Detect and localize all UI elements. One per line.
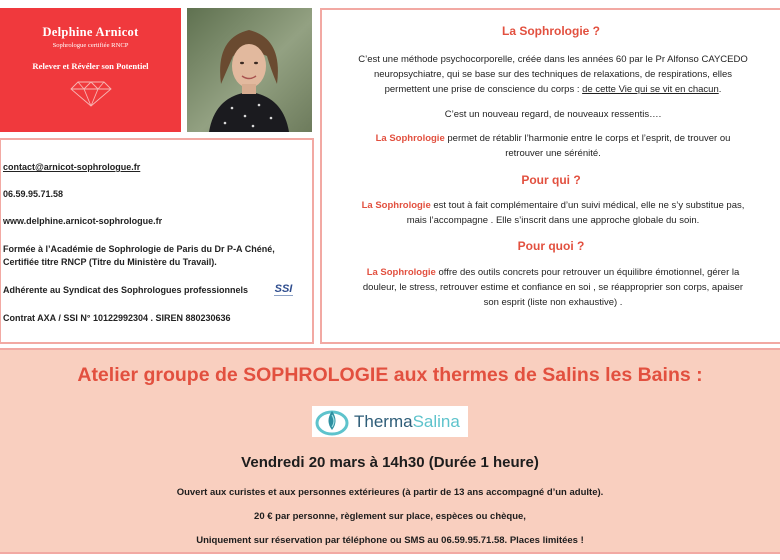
intro-line-3-underlined: de cette Vie qui se vit en chacun <box>582 84 719 95</box>
diamond-icon <box>70 81 112 107</box>
intro-line-3-end: . <box>718 84 722 95</box>
event-title: Atelier groupe de SOPHROLOGIE aux thermes de Salins les Bains : <box>77 364 703 386</box>
heading-what-is: La Sophrologie ? <box>502 24 600 38</box>
why-line-2: douleur, le stress, retrouver estime et confiance en soi , se réapproprier son corps, apaiser <box>362 282 744 293</box>
why-line-1: offre des outils concrets pour retrouver un équilibre émotionnel, gérer la <box>435 267 740 278</box>
harmony-line-2: retrouver une sérénité. <box>505 148 601 159</box>
intro-line-1: C’est une méthode psychocorporelle, créée dans les années 60 par le Pr Alfonso CAYCEDO <box>358 54 748 65</box>
heading-why: Pour quoi ? <box>517 239 585 253</box>
event-audience: Ouvert aux curistes et aux personnes extérieures (à partir de 13 ans accompagné d’un adulte). <box>176 487 604 498</box>
event-booking: Uniquement sur réservation par téléphone ou SMS au 06.59.95.71.58. Places limitées ! <box>196 535 584 546</box>
practitioner-subtitle: Sophrologue certifiée RNCP <box>52 42 129 49</box>
logo-word-salina: Salina <box>412 412 460 431</box>
portrait-photo <box>187 8 312 132</box>
brand-mention: La Sophrologie <box>366 267 436 278</box>
business-card <box>0 8 181 132</box>
phone-number: 06.59.95.71.58 <box>3 189 64 199</box>
event-banner <box>0 348 780 554</box>
for-whom-line-1: est tout à fait complémentaire d’un suivi médical, elle ne s’y substitue pas, <box>430 200 745 211</box>
thermasalina-logo <box>312 406 468 437</box>
ssi-logo <box>271 280 296 299</box>
for-whom-line-2: mais l’accompagne . Elle s’inscrit dans une approche globale du soin. <box>406 215 700 226</box>
contact-info-box <box>0 138 314 344</box>
email-link[interactable]: contact@arnicot-sophrologue.fr <box>3 162 141 172</box>
heading-for-whom: Pour qui ? <box>521 173 581 187</box>
why-paragraph <box>336 265 770 310</box>
harmony-line-1: permet de rétablir l’harmonie entre le corps et l’esprit, de trouver ou <box>444 133 731 144</box>
intro-paragraph <box>336 52 770 97</box>
harmony-paragraph <box>336 131 770 161</box>
logo-word-therma: Therma <box>354 412 413 431</box>
intro-line-2: neuropsychiatre, qui se base sur des techniques de relaxations, de respirations, elles <box>373 69 733 80</box>
intro-line-3 <box>336 82 770 97</box>
website-link[interactable]: www.delphine.arnicot-sophrologue.fr <box>3 216 163 226</box>
for-whom-paragraph <box>336 198 770 228</box>
training-line-1: Formée à l’Académie de Sophrologie de Paris du Dr P-A Chéné, <box>3 244 275 254</box>
practitioner-tagline: Relever et Révéler son Potentiel <box>32 61 149 71</box>
practitioner-name: Delphine Arnicot <box>42 25 139 39</box>
event-price: 20 € par personne, règlement sur place, espèces ou chèque, <box>254 511 526 522</box>
thermasalina-wordmark <box>354 412 460 432</box>
intro-line-3-a: permettent une prise de conscience du corps : <box>384 84 583 95</box>
event-date: Vendredi 20 mars à 14h30 (Durée 1 heure) <box>241 454 539 471</box>
union-membership: Adhérente au Syndicat des Sophrologues professionnels <box>3 285 249 295</box>
water-drop-icon <box>314 406 350 437</box>
training-line-2: Certifiée titre RNCP (Titre du Ministère du Travail). <box>3 257 217 267</box>
brand-mention: La Sophrologie <box>375 133 445 144</box>
contract-siren: Contrat AXA / SSI N° 10122992304 . SIREN 880230636 <box>3 313 231 323</box>
new-perspective-paragraph: C’est un nouveau regard, de nouveaux ressentis…. <box>444 109 662 120</box>
why-line-3: son esprit (liste non exhaustive) . <box>483 297 623 308</box>
sophrology-info-panel <box>320 8 780 344</box>
ssi-logo-text: SSI <box>274 283 293 295</box>
brand-mention: La Sophrologie <box>361 200 431 211</box>
